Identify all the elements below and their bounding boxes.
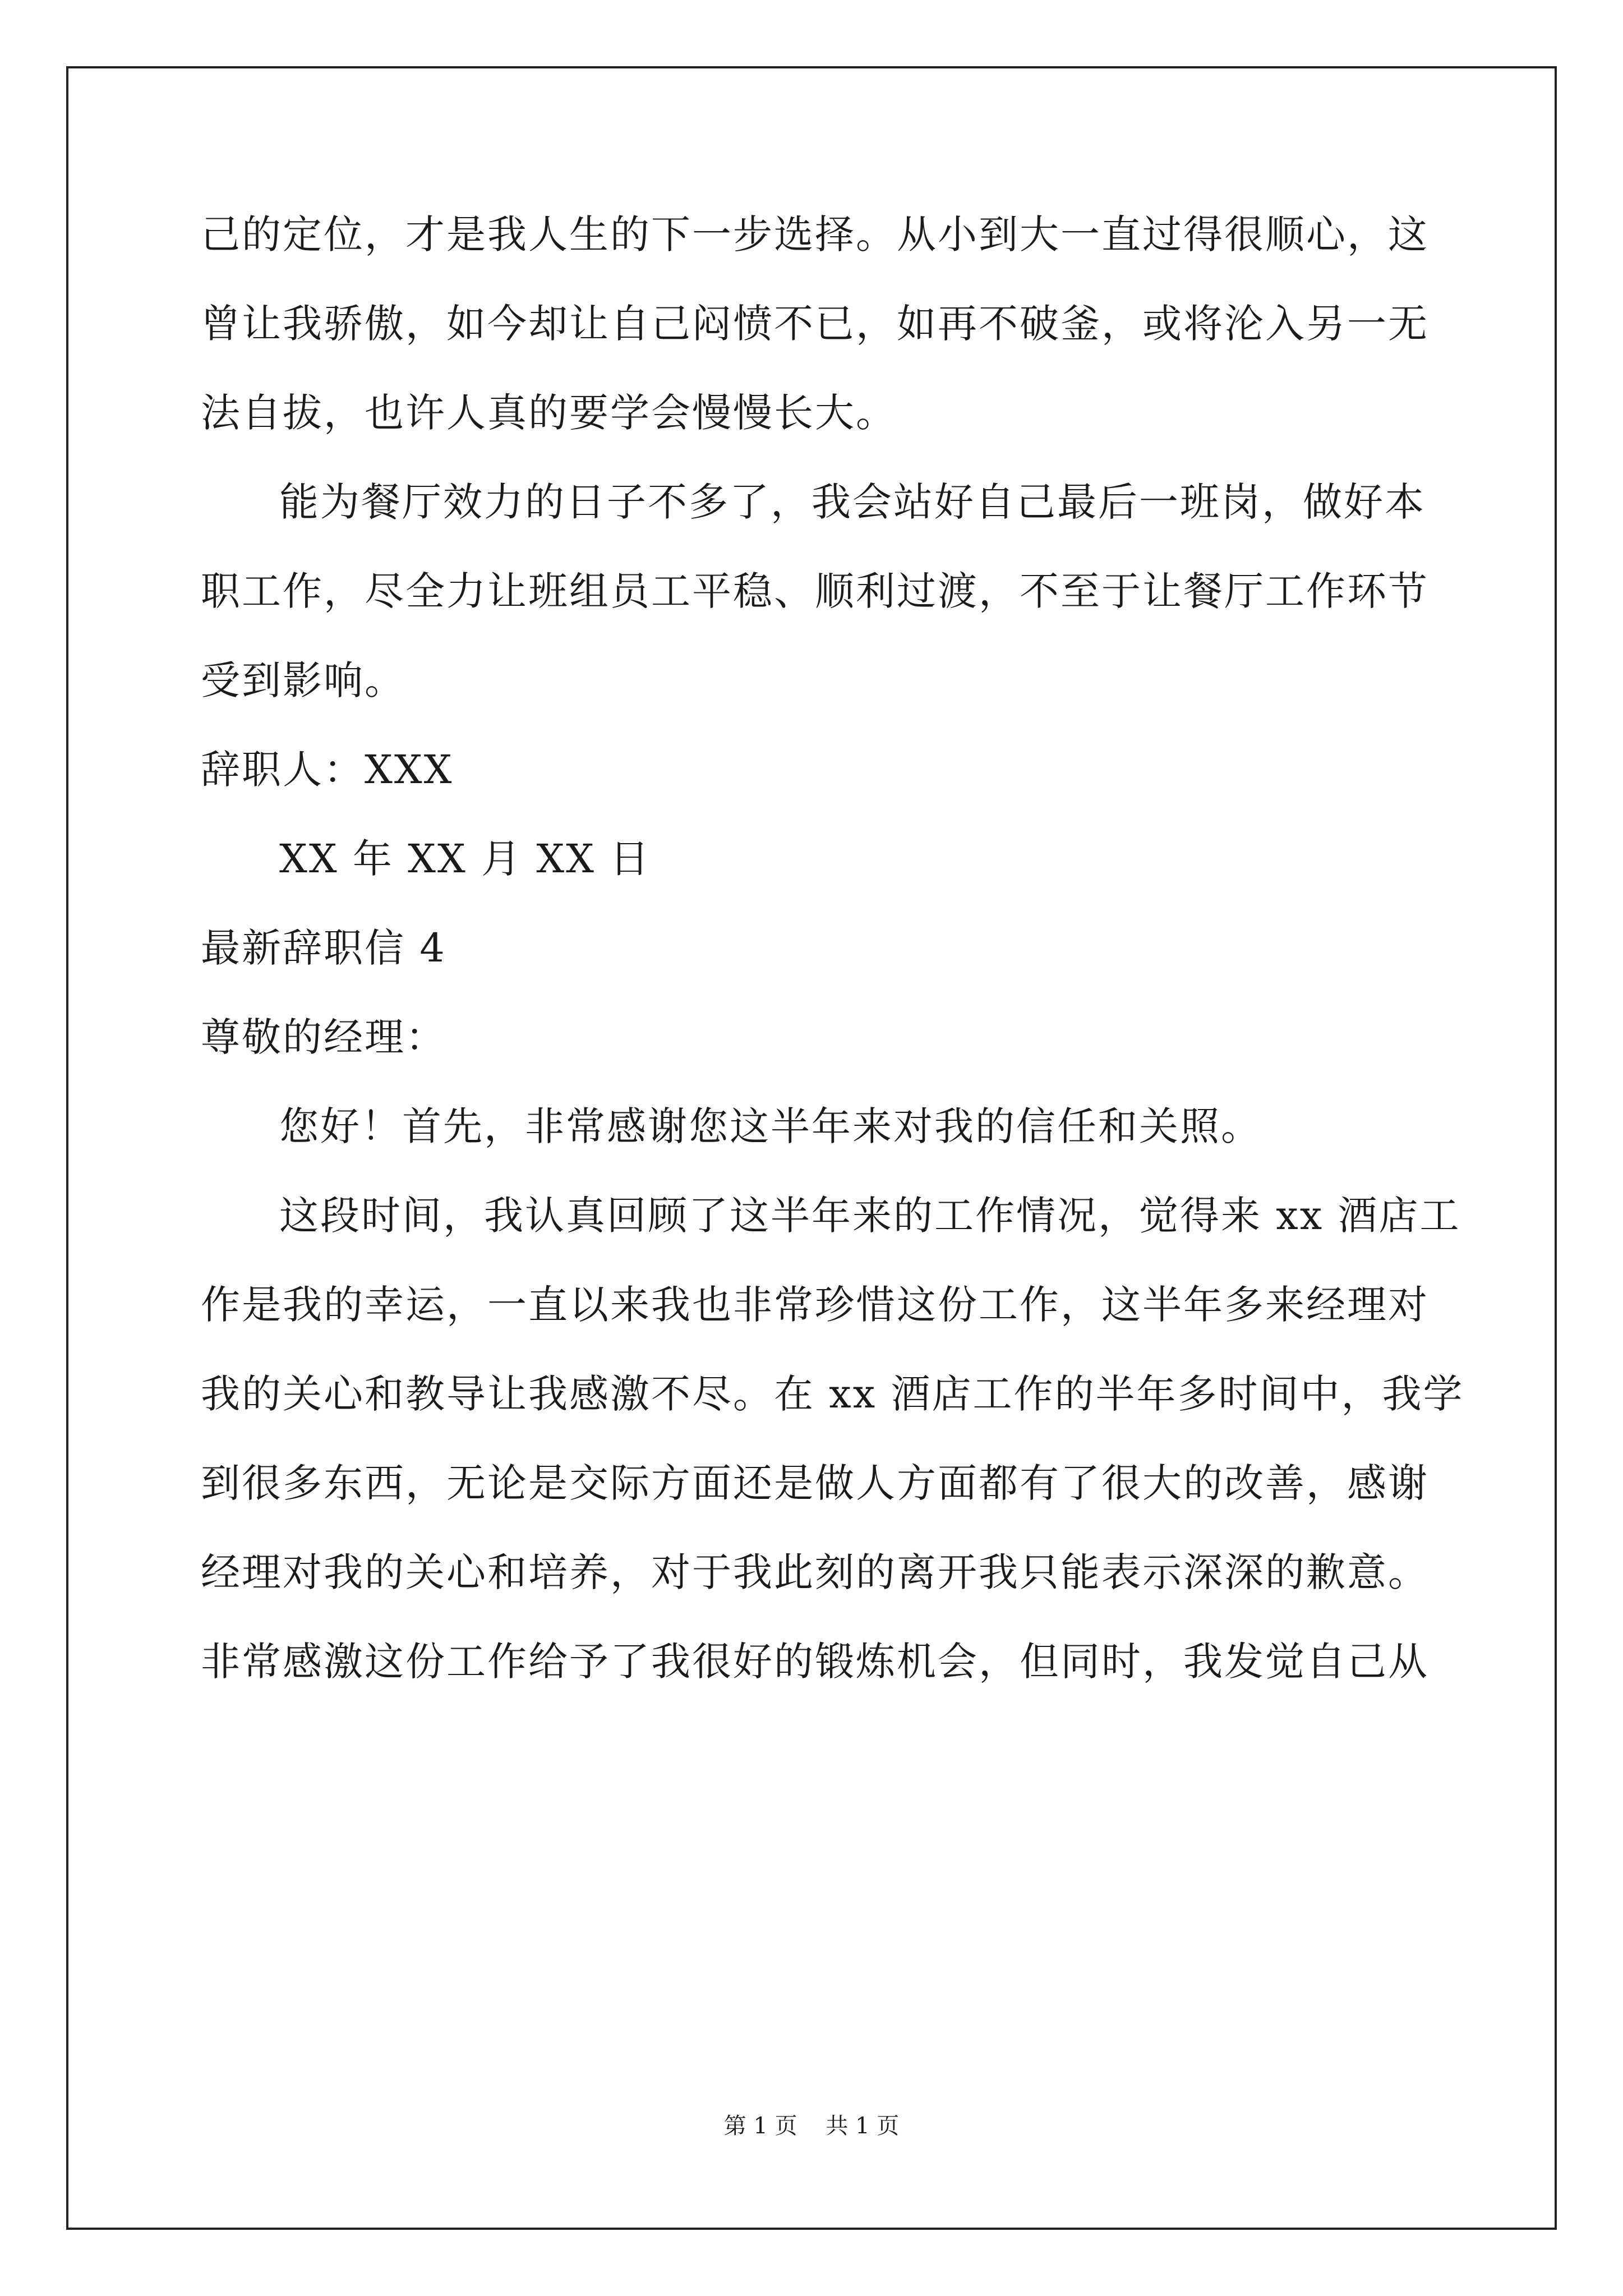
text-line: 能为餐厅效力的日子不多了，我会站好自己最后一班岗，做好本 (279, 479, 1426, 525)
text-line: 己的定位，才是我人生的下一步选择。从小到大一直过得很顺心，这 (201, 211, 1429, 257)
text-line: 受到影响。 (201, 657, 405, 703)
text-line: 这段时间，我认真回顾了这半年来的工作情况，觉得来 xx 酒店工 (279, 1193, 1461, 1239)
text-line: 非常感激这份工作给予了我很好的锻炼机会，但同时，我发觉自己从 (201, 1639, 1429, 1685)
section-heading: 最新辞职信 4 (201, 925, 446, 971)
page-number-footer: 第 1 页 共 1 页 (723, 2113, 900, 2139)
text-line: 到很多东西，无论是交际方面还是做人方面都有了很大的改善，感谢 (201, 1460, 1429, 1506)
text-line: 作是我的幸运，一直以来我也非常珍惜这份工作，这半年多来经理对 (201, 1282, 1429, 1328)
text-line: 您好！首先，非常感谢您这半年来对我的信任和关照。 (279, 1103, 1262, 1149)
date-line: XX 年 XX 月 XX 日 (279, 836, 651, 882)
text-line: 法自拔，也许人真的要学会慢慢长大。 (201, 390, 897, 436)
text-line: 我的关心和教导让我感激不尽。在 xx 酒店工作的半年多时间中，我学 (201, 1371, 1464, 1417)
salutation: 尊敬的经理： (201, 1014, 446, 1060)
signature-line: 辞职人：XXX (201, 747, 454, 793)
text-line: 经理对我的关心和培养，对于我此刻的离开我只能表示深深的歉意。 (201, 1549, 1429, 1595)
text-line: 职工作，尽全力让班组员工平稳、顺利过渡，不至于让餐厅工作环节 (201, 568, 1429, 614)
text-line: 曾让我骄傲，如今却让自己闷愤不已，如再不破釜，或将沦入另一无 (201, 301, 1429, 347)
